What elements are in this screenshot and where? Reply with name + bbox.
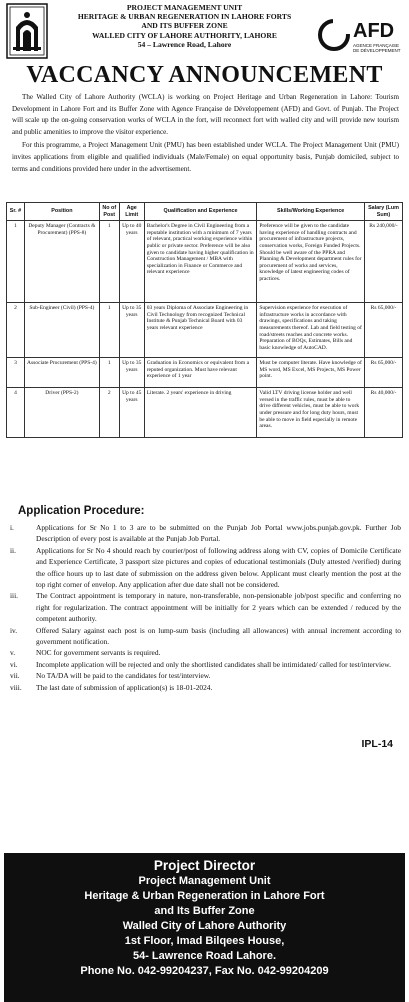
cell-position: Driver (PPS-2) bbox=[24, 388, 99, 438]
item-number: i. bbox=[10, 523, 14, 532]
item-text: Incomplete application will be rejected and only the shortlisted candidates shall be intimidated/ called for test/interview. bbox=[36, 659, 391, 669]
cell-salary: Rs 40,000/- bbox=[365, 388, 403, 438]
cell-sr: 4 bbox=[7, 388, 25, 438]
footer-line-3: Heritage & Urban Regeneration in Lahore Fort bbox=[84, 890, 325, 902]
footer-line-6: 1st Floor, Imad Bilqees House, bbox=[124, 935, 285, 947]
vacancy-table bbox=[6, 202, 403, 438]
cell-qualification: Graduation in Economics or equivalent from a reputed organization. Must have relevant experience of 1 year bbox=[144, 358, 257, 388]
item-number: viii. bbox=[10, 682, 22, 692]
cell-salary: Rs 240,000/- bbox=[365, 221, 403, 303]
footer-line-5: Walled City of Lahore Authority bbox=[122, 920, 287, 932]
cell-age: Up to 35 years bbox=[119, 303, 144, 358]
cell-posts: 1 bbox=[99, 303, 119, 358]
footer-line-8: Phone No. 042-99204237, Fax No. 042-99204209 bbox=[80, 965, 329, 977]
cell-age: Up to 45 years bbox=[119, 388, 144, 438]
list-item bbox=[10, 590, 401, 624]
header-qualification: Qualification and Experience bbox=[144, 203, 257, 221]
list-item bbox=[10, 670, 401, 681]
item-text: NOC for government servants is required. bbox=[36, 648, 161, 658]
intro-paragraph-1: The Walled City of Lahore Authority (WCLA) is working on Project Heritage and Urban Regeneration in Lahore: Tourism Development in Lahore Fort and its Buffer Zone with Agence Française de Développement (AFD) and Govt. of Punjab. The Project will scale up the on-going conservation works of WCLA in the fort, will reconnect fort with walled city and will provide new tourism and public amenities to improve the visitor experience. bbox=[12, 93, 399, 136]
ad-code: IPL-14 bbox=[361, 738, 393, 750]
header-skills: Skills/Working Experience bbox=[257, 203, 365, 221]
item-text: The last date of submission of application(s) is 18-01-2024. bbox=[36, 682, 213, 692]
intro-paragraph-2: For this programme, a Project Management Unit (PMU) has been established under WCLA. The Project Management Unit (PMU) invites applications from eligible and qualified individuals (Male/Female) on equal opportunity basis, Punjab domiciled, subject to terms and conditions provided here under in the advertisement. bbox=[12, 141, 399, 173]
item-text: Applications for Sr No 1 to 3 are to be submitted on the Punjab Job Portal www.jobs.punjab.gov.pk. Further Job Description of every post is available at the Punjab Job Portal. bbox=[36, 523, 401, 544]
table-row bbox=[7, 358, 403, 388]
cell-skills: Must be computer literate. Have knowledge of MS word, MS Excel, MS Projects, MS Power point. bbox=[257, 358, 365, 388]
cell-sr: 2 bbox=[7, 303, 25, 358]
cell-posts: 1 bbox=[99, 221, 119, 303]
table-header-row bbox=[7, 203, 403, 221]
list-item bbox=[10, 545, 401, 591]
cell-skills: Valid LTV driving license holder and well versed in the traffic rules, must be able to drive different vehicles, must be able to work under pressure and for long duty hours, must be able to move in field especially in remote areas. bbox=[257, 388, 365, 438]
list-item bbox=[10, 625, 401, 648]
header-position: Position bbox=[24, 203, 99, 221]
cell-skills: Preference will be given to the candidate having experience of handling contracts and procurement of infrastructure projects, conservation works, Foreign Funded Projects. Should be well aware of the PPRA and Planning & Development department rules for procurement of works and services, knowledge of latest engineering codes of practices. bbox=[257, 221, 365, 303]
wcla-logo bbox=[6, 3, 48, 59]
table-row bbox=[7, 221, 403, 303]
header-salary: Salary (Lum Sum) bbox=[365, 203, 403, 221]
header-line-4: WALLED CITY OF LAHORE AUTHORITY, LAHORE bbox=[92, 30, 277, 40]
afd-logo bbox=[315, 14, 403, 58]
footer-line-1: Project Director bbox=[153, 858, 256, 873]
cell-sr: 3 bbox=[7, 358, 25, 388]
header-posts: No of Post bbox=[99, 203, 119, 221]
cell-salary: Rs 65,000/- bbox=[365, 303, 403, 358]
item-number: iii. bbox=[10, 591, 19, 601]
header-line-5: 54 – Lawrence Road, Lahore bbox=[137, 39, 232, 49]
footer-line-4: and Its Buffer Zone bbox=[154, 905, 255, 917]
header-line-2: HERITAGE & URBAN REGENERATION IN LAHORE FORTS bbox=[77, 12, 292, 22]
cell-age: Up to 40 years bbox=[119, 221, 144, 303]
cell-posts: 2 bbox=[99, 388, 119, 438]
cell-sr: 1 bbox=[7, 221, 25, 303]
procedure-list bbox=[10, 522, 401, 693]
cell-qualification: 03 years Diploma of Associate Engineering in Civil Technology from recognized Technical Institute & Punjab Technical Board with 03 years relevant experience bbox=[144, 303, 257, 358]
cell-position: Associate Procurement (PPS-4) bbox=[24, 358, 99, 388]
cell-posts: 1 bbox=[99, 358, 119, 388]
table-row bbox=[7, 303, 403, 358]
list-item bbox=[10, 682, 401, 693]
list-item bbox=[10, 659, 401, 670]
procedure-title: Application Procedure: bbox=[18, 505, 145, 517]
footer-line-2: Project Management Unit bbox=[138, 875, 271, 887]
footer-line-7: 54- Lawrence Road Lahore. bbox=[132, 950, 277, 962]
intro bbox=[12, 92, 399, 177]
page-title: VACCANCY ANNOUNCEMENT bbox=[26, 62, 383, 88]
header-text bbox=[52, 3, 317, 49]
cell-age: Up to 35 years bbox=[119, 358, 144, 388]
item-text: Applications for Sr No 4 should reach by courier/post of following address along with CV, copies of Domicile Certificate and Experience Certificate, 3 passport size pictures and copies of educational testimonials (Duly attested /verified) during the office hours up to last date of submission on the address given below. Applicant must clearly mention the post at the top right corner of envelop. Any application after due date shall not be considered. bbox=[36, 545, 401, 590]
table-row bbox=[7, 388, 403, 438]
cell-qualification: Literate. 2 years' experience in driving bbox=[144, 388, 257, 438]
cell-skills: Supervision experience for execution of infrastructure works in accordance with drawings, specifications and taking measurements thereof. Lab and field testing of road/streets reaches and concrete works. Preparation of BOQs, Estimates, Bills and basic knowledge of AutoCAD. bbox=[257, 303, 365, 358]
header bbox=[0, 0, 409, 90]
cell-qualification: Bachelor's Degree in Civil Engineering from a reputable institution with a minimum of 7 years of relevant, practical working experience within public or private sector. Preference will be also given to candidate having higher qualification in Construction Management / MBA with specialization in Finance or Commerce and relevant experience bbox=[144, 221, 257, 303]
list-item bbox=[10, 522, 401, 545]
afd-logo-text: AFD bbox=[353, 20, 395, 42]
afd-circle-icon bbox=[317, 18, 351, 52]
item-number: v. bbox=[10, 648, 16, 658]
item-number: iv. bbox=[10, 625, 18, 635]
item-number: vi. bbox=[10, 659, 18, 669]
item-text: The Contract appointment is temporary in nature, non-transferable, non-pensionable job/post specific and conferring no right for regularization. The contract appointment will be initially for 2 years which can be extended / reduced by the competent authority. bbox=[36, 591, 401, 624]
afd-logo-subtitle: AGENCE FRANÇAISE DE DÉVELOPPEMENT bbox=[353, 43, 401, 53]
header-line-1: PROJECT MANAGEMENT UNIT bbox=[126, 3, 243, 12]
cell-position: Deputy Manager (Contracts & Procurement) (PPS-8) bbox=[24, 221, 99, 303]
item-number: vii. bbox=[10, 671, 20, 681]
header-age: Age Limit bbox=[119, 203, 144, 221]
item-text: Offered Salary against each post is on lump-sum basis (including all allowances) with annual increment according to government notification. bbox=[36, 625, 401, 647]
list-item bbox=[10, 647, 401, 658]
footer-contact bbox=[4, 853, 405, 1002]
cell-salary: Rs 65,000/- bbox=[365, 358, 403, 388]
item-text: No TA/DA will be paid to the candidates for test/interview. bbox=[36, 671, 211, 681]
header-sr: Sr. # bbox=[7, 203, 25, 221]
item-number: ii. bbox=[10, 545, 16, 555]
cell-position: Sub-Engineer (Civil) (PPS-4) bbox=[24, 303, 99, 358]
header-line-3: AND ITS BUFFER ZONE bbox=[141, 21, 228, 31]
